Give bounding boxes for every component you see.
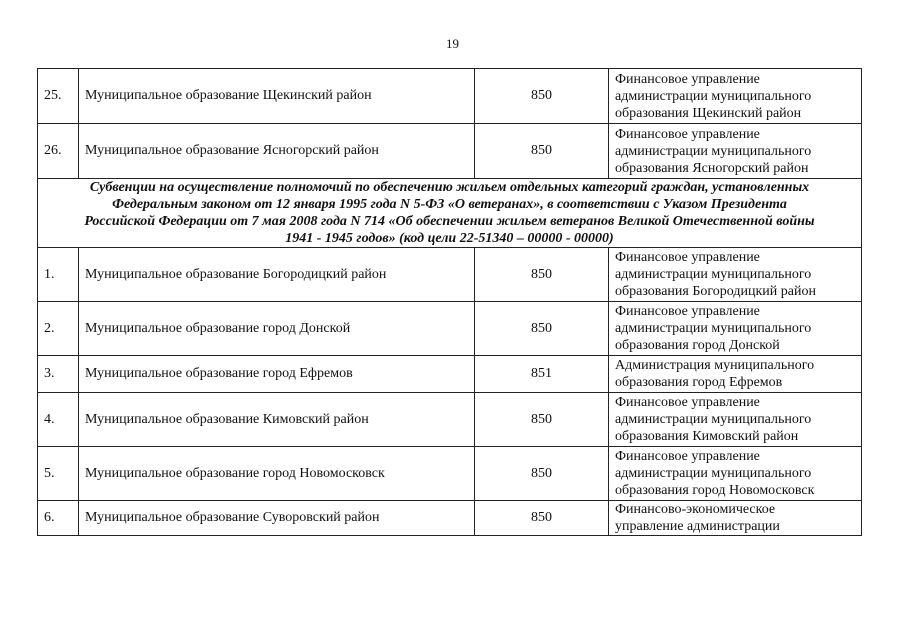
page-number: 19 xyxy=(446,36,459,51)
admin-code: 850 xyxy=(475,69,609,124)
municipality-name: Муниципальное образование Богородицкий район xyxy=(79,248,475,302)
table-row xyxy=(38,393,862,447)
table-row xyxy=(38,124,862,179)
admin-line: Финансовое управление xyxy=(615,250,760,265)
row-number: 26. xyxy=(38,124,79,179)
admin-line: администрации муниципального xyxy=(615,321,812,336)
section-title-line: 1941 - 1945 годов» (код цели 22-51340 – 00000 - 00000) xyxy=(285,231,614,246)
row-number: 5. xyxy=(38,447,79,501)
admin-code: 850 xyxy=(475,501,609,536)
section-header-row xyxy=(38,179,862,248)
admin-code: 850 xyxy=(475,393,609,447)
admin-line: образования город Донской xyxy=(615,338,780,353)
administrator-name xyxy=(609,248,862,302)
admin-line: Финансовое управление xyxy=(615,304,760,319)
admin-line: Финансовое управление xyxy=(615,395,760,410)
admin-code: 850 xyxy=(475,447,609,501)
section-title-line: Российской Федерации от 7 мая 2008 года N 714 «Об обеспечении жильем ветеранов Великой Отечественной войны xyxy=(84,214,815,229)
admin-line: администрации муниципального xyxy=(615,466,812,481)
table-row xyxy=(38,302,862,356)
table-row xyxy=(38,356,862,393)
table-row xyxy=(38,69,862,124)
table-row xyxy=(38,501,862,536)
admin-line: управление администрации xyxy=(615,519,780,534)
section-title-line: Субвенции на осуществление полномочий по обеспечению жильем отдельных категорий граждан, установленных xyxy=(89,180,810,195)
section-title xyxy=(38,179,862,248)
admin-code: 850 xyxy=(475,124,609,179)
admin-line: образования Щекинский район xyxy=(615,105,802,121)
table-row xyxy=(38,248,862,302)
administrator-name xyxy=(609,501,862,536)
municipality-name: Муниципальное образование Ясногорский район xyxy=(79,124,475,179)
municipality-name: Муниципальное образование Кимовский район xyxy=(79,393,475,447)
row-number: 3. xyxy=(38,356,79,393)
admin-line: образования город Ефремов xyxy=(615,375,783,390)
municipality-name: Муниципальное образование город Новомосковск xyxy=(79,447,475,501)
admin-line: образования Ясногорский район xyxy=(615,160,809,176)
admin-code: 850 xyxy=(475,302,609,356)
municipality-name: Муниципальное образование город Ефремов xyxy=(79,356,475,393)
row-number: 6. xyxy=(38,501,79,536)
admin-line: администрации муниципального xyxy=(615,143,812,159)
subvention-table xyxy=(37,68,862,536)
row-number: 25. xyxy=(38,69,79,124)
municipality-name: Муниципальное образование Щекинский район xyxy=(79,69,475,124)
administrator-name xyxy=(609,69,862,124)
admin-line: Финансовое управление xyxy=(615,126,760,142)
admin-code: 850 xyxy=(475,248,609,302)
section-title-line: Федеральным законом от 12 января 1995 года N 5-ФЗ «О ветеранах», в соответствии с Указом Президента xyxy=(112,197,787,212)
municipality-name: Муниципальное образование Суворовский район xyxy=(79,501,475,536)
admin-line: Администрация муниципального xyxy=(615,358,815,373)
row-number: 2. xyxy=(38,302,79,356)
admin-line: администрации муниципального xyxy=(615,412,812,427)
table-row xyxy=(38,447,862,501)
administrator-name xyxy=(609,447,862,501)
admin-line: образования Кимовский район xyxy=(615,429,799,444)
row-number: 4. xyxy=(38,393,79,447)
admin-line: Финансовое управление xyxy=(615,71,760,87)
admin-line: Финансово-экономическое xyxy=(615,502,776,517)
admin-line: администрации муниципального xyxy=(615,88,812,104)
administrator-name xyxy=(609,124,862,179)
admin-line: Финансовое управление xyxy=(615,449,760,464)
municipality-name: Муниципальное образование город Донской xyxy=(79,302,475,356)
admin-line: образования город Новомосковск xyxy=(615,483,815,498)
admin-line: администрации муниципального xyxy=(615,267,812,282)
administrator-name xyxy=(609,302,862,356)
admin-code: 851 xyxy=(475,356,609,393)
row-number: 1. xyxy=(38,248,79,302)
admin-line: образования Богородицкий район xyxy=(615,284,816,299)
administrator-name xyxy=(609,356,862,393)
administrator-name xyxy=(609,393,862,447)
